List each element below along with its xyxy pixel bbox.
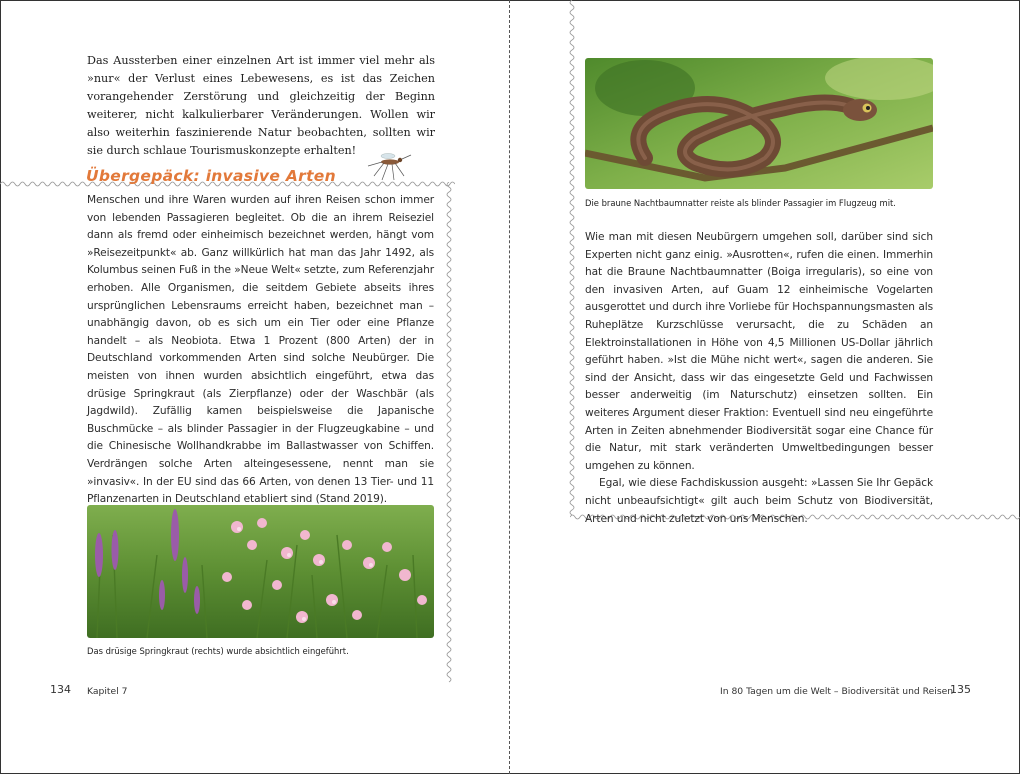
springkraut-photo xyxy=(87,505,434,638)
running-head: In 80 Tagen um die Welt – Biodiversität und Reisen xyxy=(720,686,954,697)
right-paragraph-2: Egal, wie diese Fachdiskussion ausgeht: »Lassen Sie Ihr Gepäck nicht unbeaufsichtigt« gilt auch beim Schutz von Biodiversität, Arten und nicht zuletzt von uns Menschen. xyxy=(585,477,933,525)
snake-photo xyxy=(585,58,933,189)
box-right-edge xyxy=(445,182,453,684)
page-number-left: 134 xyxy=(50,683,71,696)
snake-caption: Die braune Nachtbaumnatter reiste als blinder Passagier im Flugzeug mit. xyxy=(585,198,896,208)
chapter-label: Kapitel 7 xyxy=(87,686,128,697)
page-number-right: 135 xyxy=(950,683,971,696)
flower-caption: Das drüsige Springkraut (rechts) wurde absichtlich eingeführt. xyxy=(87,646,349,656)
box-paragraph: Menschen und ihre Waren wurden auf ihren Reisen schon immer von lebenden Passagieren begleitet. Ob die an ihrem Reiseziel dann als fremd oder einheimisch bezeichnet werden, hängt vom »Reisezeitpunkt« ab. Ganz willkürlich hat man das Jahr 1492, als Kolumbus seinen Fuß in the »Neue Welt« setzte, zum Referenzjahr erhoben. Alle Organismen, die seitdem Gebiete abseits ihres ursprünglichen Lebensraums erreicht haben, bezeichnet man – unabhängig davon, ob es sich um ein Tier oder eine Pflanze handelt – als Neobiota. Etwa 1 Prozent (800 Arten) der in Deutschland vorkommenden Arten sind solche Neubürger. Die meisten von ihnen wurden absichtlich eingeführt, etwa das drüsige Springkraut (als Zierpflanze) oder der Waschbär (als Jagdwild). Zufällig kamen beispielsweise die Japanische Buschmücke – als blinder Passagier in der Flugzeugkabine – und die Chinesische Wollhandkrabbe im Ballastwasser von Schiffen. Verdrängen solche Arten alteingesessene, nennt man sie »invasiv«. In der EU sind das 66 Arten, von denen 13 Tier- und 11 Pflanzenarten in Deutschland etabliert sind (Stand 2019). xyxy=(87,194,434,506)
box-text xyxy=(87,192,434,509)
right-text xyxy=(585,229,933,528)
box-heading: Übergepäck: invasive Arten xyxy=(86,167,336,185)
mosquito-icon xyxy=(364,150,414,182)
box-left-edge xyxy=(568,0,576,518)
flower-image xyxy=(87,505,434,638)
right-paragraph-1: Wie man mit diesen Neubürgern umgehen soll, darüber sind sich Experten nicht ganz einig. »Ausrotten«, rufen die einen. Immerhin hat die Braune Nachtbaumnatter (Boiga irregularis), so eine von den invasiven Arten, auf Guam 12 einheimische Vogelarten ausgerottet und durch ihre Vorliebe für Hochspannungsmasten als Ruheplätze Kurzschlüsse verursacht, die zu Schäden an Elektroinstallationen in Höhe von 4,5 Millionen US-Dollar jährlich geführt haben. »Ist die Mühe nicht wert«, sagen die anderen. Sie sind der Ansicht, dass wir das eingesetzte Geld und Fachwissen besser anderweitig (im Naturschutz) einsetzen sollten. Ein weiteres Argument dieser Fraktion: Eventuell sind neu eingeführte Arten in Zeiten abnehmender Biodiversität sogar eine Chance für die Natur, mit stark veränderten Umweltbedingungen besser umgehen zu können. xyxy=(585,231,933,472)
book-spine xyxy=(509,0,510,774)
snake-image xyxy=(585,58,933,189)
intro-paragraph: Das Aussterben einer einzelnen Art ist immer viel mehr als »nur« der Verlust eines Lebewesens, es ist das Zeichen vorangehender Zerstörung und gleichzeitig der Beginn weiterer, nicht kalkulierbarer Veränderungen. Wollen wir also weiterhin faszinierende Natur beobachten, sollten wir sie durch schlaue Tourismuskonzepte erhalten! xyxy=(87,54,435,157)
